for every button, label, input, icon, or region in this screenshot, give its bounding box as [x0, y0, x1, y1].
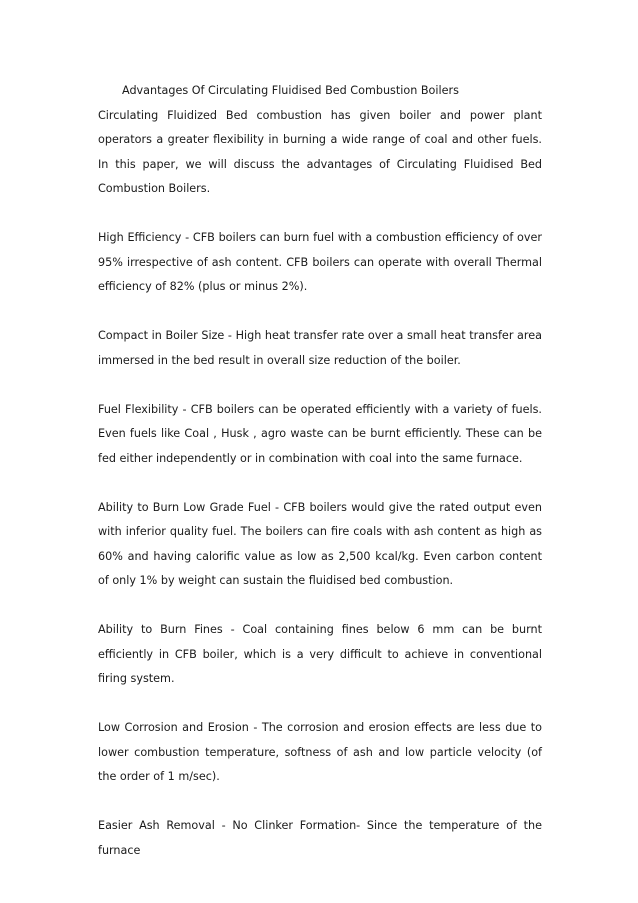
- document-title: Advantages Of Circulating Fluidised Bed Combustion Boilers: [122, 84, 459, 97]
- paragraph-high-efficiency: High Efficiency - CFB boilers can burn fuel with a combustion efficiency of over 95% irrespective of ash content. CFB boilers can operate with overall Thermal efficiency of 82% (plus or minus 2%).: [98, 231, 542, 293]
- paragraph-low-grade-fuel: Ability to Burn Low Grade Fuel - CFB boilers would give the rated output even with inferior quality fuel. The boilers can fire coals with ash content as high as 60% and having calorific value as low as 2,500 kcal/kg. Even carbon content of only 1% by weight can sustain the fluidised bed combustion.: [98, 500, 542, 587]
- paragraph-easier-ash-removal: Easier Ash Removal - No Clinker Formation- Since the temperature of the furnace: [98, 819, 542, 857]
- paragraph-compact-boiler-size: Compact in Boiler Size - High heat transfer rate over a small heat transfer area immersed in the bed result in overall size reduction of the boiler.: [98, 329, 542, 367]
- paragraph-fuel-flexibility: Fuel Flexibility - CFB boilers can be operated efficiently with a variety of fuels. Even fuels like Coal , Husk , agro waste can be burnt efficiently. These can be fed either independently or in combination with coal into the same furnace.: [98, 402, 542, 465]
- document-body: [98, 79, 542, 888]
- paragraph-burn-fines: Ability to Burn Fines - Coal containing fines below 6 mm can be burnt efficiently in CFB boiler, which is a very difficult to achieve in conventional firing system.: [98, 623, 542, 685]
- paragraph-low-corrosion-erosion: Low Corrosion and Erosion - The corrosion and erosion effects are less due to lower combustion temperature, softness of ash and low particle velocity (of the order of 1 m/sec).: [98, 721, 542, 783]
- paragraph-intro: Circulating Fluidized Bed combustion has given boiler and power plant operators a greater flexibility in burning a wide range of coal and other fuels. In this paper, we will discuss the advantages of Circulating Fluidised Bed Combustion Boilers.: [98, 108, 542, 195]
